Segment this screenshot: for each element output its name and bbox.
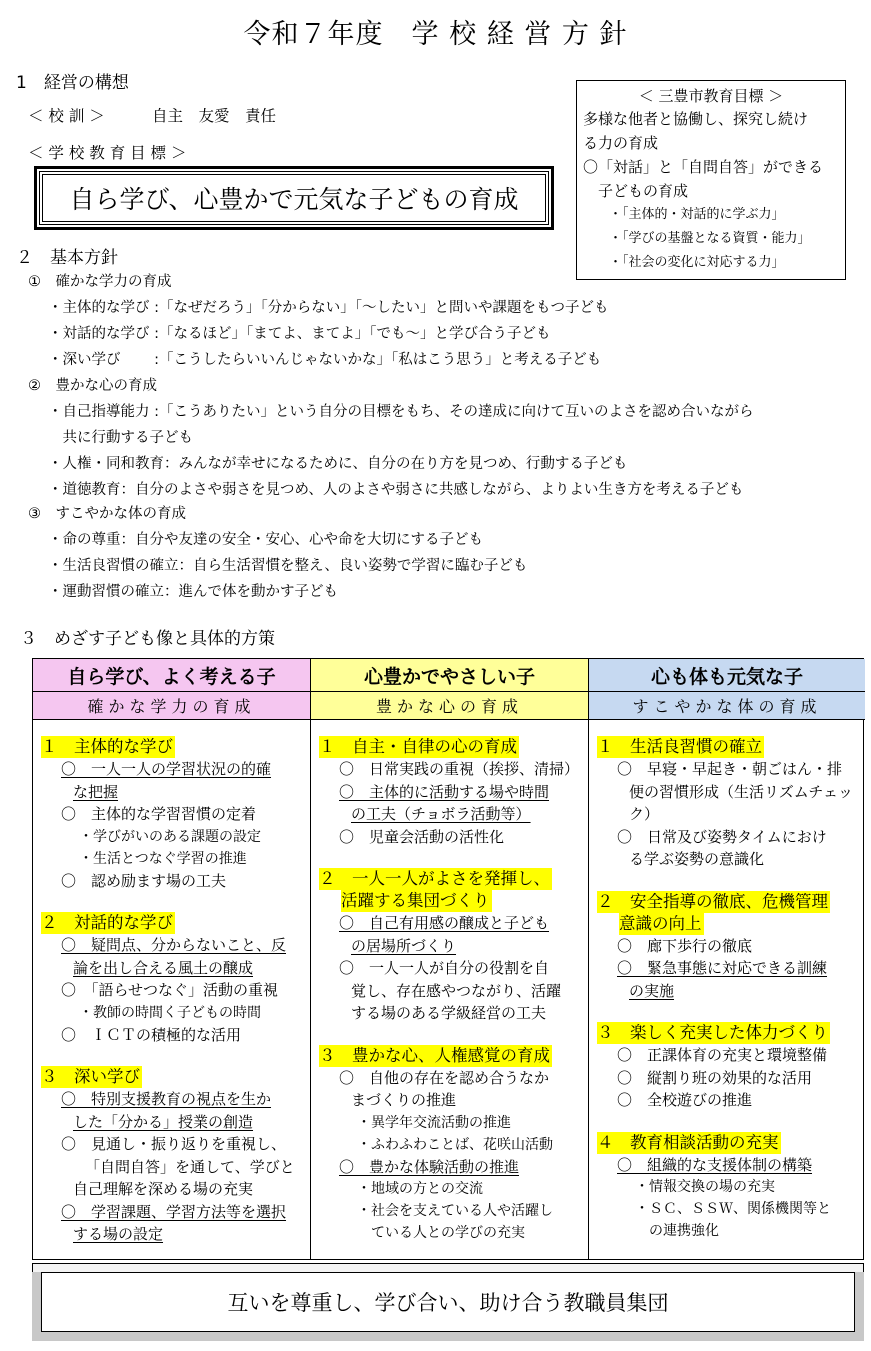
- policy-item: ・深い学び :「こうしたらいいんじゃないかな」「私はこう思う」と考える子ども: [48, 352, 602, 368]
- strategy-item: 〇 一人一人の学習状況の的確: [61, 760, 272, 778]
- policy-group-label: ① 確かな学力の育成: [28, 274, 172, 290]
- strategy-item: 〇 日常及び姿勢タイムにおけ: [617, 827, 827, 846]
- strategy-item: 〇 豊かな体験活動の推進: [339, 1157, 520, 1176]
- strategy-section: [597, 736, 859, 871]
- column-header: 自ら学び、よく考える子: [33, 659, 310, 692]
- strategy-section: [319, 868, 582, 1025]
- section3-heading: ３ めざす子ども像と具体的方策: [20, 629, 275, 649]
- column-body-health: [589, 659, 865, 1259]
- strategy-item: 〇 早寝・早起き・朝ごはん・排: [617, 760, 843, 778]
- motto-label: ＜ 校 訓 ＞: [28, 107, 105, 125]
- strategy-item: 〇 自他の存在を認め合うなか: [339, 1068, 550, 1087]
- policy-item: ・対話的な学び :「なるほど」「まてよ、まてよ」「でも～」と学び合う子ども: [48, 326, 551, 342]
- strategy-item: ・地域の方との交流: [357, 1181, 483, 1197]
- policy-item: ・道徳教育：自分のよさや弱さを見つめ、人のよさや弱さに共感しながら、よりよい生き方を考える子ども: [48, 482, 744, 498]
- strategy-item: する場のある学級経営の工夫: [351, 1004, 547, 1022]
- staff-motto-box: [32, 1263, 864, 1341]
- motto-values: 自主 友愛 責任: [152, 107, 277, 125]
- strategy-item: ・社会を支えている人や活躍し: [357, 1203, 553, 1219]
- column-subheader: すこやかな体の育成: [589, 692, 865, 720]
- goal-label: ＜ 学 校 教 育 目 標 ＞: [28, 144, 187, 162]
- strategy-item: ている人との学びの充実: [371, 1225, 525, 1241]
- city-goal-line: る力の育成: [583, 134, 659, 152]
- strategy-item: 便の習慣形成（生活リズムチェック）: [629, 782, 853, 823]
- strategy-item: な把握: [73, 782, 119, 801]
- strategy-item: した「分かる」授業の創造: [73, 1112, 254, 1131]
- strategy-item: ・教師の時間く子どもの時間: [79, 1004, 261, 1021]
- strategy-item: ・ＳＣ、ＳＳＷ、関係機関等と: [635, 1201, 831, 1217]
- strategy-item: 〇 主体的な学習習慣の定着: [61, 805, 257, 823]
- strategy-section: [597, 891, 859, 1003]
- strategy-section-title: ３ 楽しく充実した体力づくり: [597, 1023, 828, 1042]
- strategy-section: [597, 1132, 859, 1243]
- strategy-item: 〇 廊下歩行の徹底: [617, 936, 753, 955]
- strategy-item: 〇 ＩＣＴの積極的な活用: [61, 1025, 242, 1044]
- policy-item: 共に行動する子ども: [48, 430, 193, 446]
- strategy-section: [41, 736, 304, 892]
- strategy-item: の居場所づくり: [351, 936, 457, 955]
- strategy-item: 〇 正課体育の充実と環境整備: [617, 1046, 828, 1064]
- policy-group-label: ③ すこやかな体の育成: [28, 506, 186, 522]
- strategy-item: ・情報交換の場の充実: [635, 1179, 775, 1195]
- strategy-section-title: ２ 一人一人がよさを発揮し、活躍する集団づくり: [319, 869, 550, 910]
- policy-item: ・自己指導能力 :「こうありたい」という自分の目標をもち、その達成に向けて互いのよさを認め合いながら: [48, 404, 754, 420]
- column-header: 心も体も元気な子: [589, 659, 865, 692]
- strategy-section: [319, 1045, 582, 1245]
- strategy-item: 〇 児童会活動の活性化: [339, 827, 505, 846]
- staff-motto-text: 互いを尊重し、学び合い、助け合う教職員集団: [41, 1272, 855, 1332]
- city-goal-sub: ・「学びの基盤となる資質・能力」: [609, 231, 811, 246]
- column-academic: [33, 659, 311, 1259]
- strategy-section-title: ３ 深い学び: [41, 1067, 140, 1086]
- strategy-item: 〇 縦割り班の効果的な活用: [617, 1068, 813, 1087]
- goals-table: [32, 658, 864, 1260]
- strategy-item: 〇 緊急事態に対応できる訓練: [617, 959, 828, 977]
- strategy-item: 〇 学習課題、学習方法等を選択: [61, 1202, 287, 1221]
- section1-heading: 1 経営の構想: [16, 73, 129, 93]
- strategy-item: 〇 疑問点、分からないこと、反: [61, 936, 287, 954]
- page-title: 令和７年度 学 校 経 営 方 針: [243, 19, 628, 50]
- strategy-item: 〇 自己有用感の醸成と子ども: [339, 914, 550, 932]
- strategy-section-title: １ 生活良習慣の確立: [597, 737, 762, 756]
- strategy-section: [41, 912, 304, 1046]
- column-body: [311, 720, 588, 1244]
- strategy-item: ・学びがいのある課題の設定: [79, 828, 261, 845]
- city-goal-title: ＜ 三豊市教育目標 ＞: [638, 87, 784, 105]
- policy-item: ・命の尊重：自分や友達の安全・安心、心や命を大切にする子ども: [48, 532, 483, 548]
- strategy-section-title: ３ 豊かな心、人権感覚の育成: [319, 1045, 550, 1065]
- section2-heading: ２ 基本方針: [16, 248, 118, 268]
- strategy-item: 自己理解を深める場の充実: [73, 1180, 254, 1198]
- strategy-item: 〇 主体的に活動する場や時間: [339, 782, 550, 801]
- city-goal-line: 子どもの育成: [583, 182, 689, 200]
- strategy-item: ・ふわふわことば、花咲山活動: [357, 1136, 553, 1153]
- strategy-item: の連携強化: [649, 1223, 719, 1239]
- strategy-item: 〇 見通し・振り返りを重視し、: [61, 1135, 287, 1153]
- strategy-item: 〇 特別支援教育の視点を生か: [61, 1090, 272, 1108]
- school-goal-text: 自ら学び、心豊かで元気な子どもの育成: [42, 174, 546, 222]
- city-goal-line: 多様な他者と協働し、探究し続け: [583, 110, 809, 128]
- strategy-section: [41, 1066, 304, 1246]
- column-body: [33, 720, 310, 1246]
- column-subheader: 豊かな心の育成: [311, 692, 588, 720]
- policy-item: ・人権・同和教育：みんなが幸せになるために、自分の在り方を見つめ、行動する子ども: [48, 456, 628, 472]
- column-heart: [311, 659, 589, 1259]
- strategy-item: 〇 「語らせつなぐ」活動の重視: [61, 981, 279, 999]
- policy-item: ・生活良習慣の確立：自ら生活習慣を整え、良い姿勢で学習に臨む子ども: [48, 558, 528, 574]
- strategy-item: 「自問自答」を通して、学びと: [85, 1157, 295, 1176]
- policy-item: ・運動習慣の確立：進んで体を動かす子ども: [48, 584, 338, 600]
- strategy-item: の実施: [629, 981, 675, 1000]
- strategy-section-title: １ 主体的な学び: [41, 737, 173, 756]
- strategy-item: る学ぶ姿勢の意識化: [629, 850, 765, 868]
- policy-group-label: ② 豊かな心の育成: [28, 378, 157, 394]
- school-goal-box: [34, 166, 554, 230]
- strategy-item: 覚し、存在感やつながり、活躍: [351, 981, 562, 1000]
- strategy-item: 〇 認め励ます場の工夫: [61, 871, 227, 890]
- column-subheader: 確かな学力の育成: [33, 692, 310, 720]
- strategy-section-title: ４ 教育相談活動の充実: [597, 1132, 779, 1152]
- strategy-item: する場の設定: [73, 1225, 164, 1243]
- strategy-item: ・生活とつなぐ学習の推進: [79, 850, 247, 867]
- city-education-goal-box: [576, 80, 846, 280]
- strategy-item: 論を出し合える風土の醸成: [73, 958, 254, 977]
- strategy-item: 〇 組織的な支援体制の構築: [617, 1155, 813, 1174]
- strategy-item: ・異学年交流活動の推進: [357, 1114, 511, 1131]
- column-body: [589, 720, 865, 1242]
- city-goal-sub: ・「主体的・対話的に学ぶ力」: [609, 207, 785, 222]
- city-goal-line: 〇「対話」と「自問自答」ができる: [583, 158, 824, 176]
- policy-item: ・主体的な学び :「なぜだろう」「分からない」「～したい」と問いや課題をもつ子ども: [48, 300, 609, 316]
- strategy-item: まづくりの推進: [351, 1091, 457, 1109]
- strategy-section: [597, 1022, 859, 1112]
- strategy-item: の工夫（チョボラ活動等）: [351, 805, 531, 823]
- city-goal-sub: ・「社会の変化に対応する力」: [609, 255, 785, 270]
- strategy-section-title: ２ 安全指導の徹底、危機管理意識の向上: [597, 891, 828, 933]
- strategy-item: 〇 日常実践の重視（挨拶、清掃）: [339, 760, 580, 778]
- strategy-section-title: １ 自主・自律の心の育成: [319, 737, 517, 756]
- strategy-item: 〇 全校遊びの推進: [617, 1091, 753, 1109]
- column-header: 心豊かでやさしい子: [311, 659, 588, 692]
- strategy-section: [319, 736, 582, 848]
- strategy-section-title: ２ 対話的な学び: [41, 913, 173, 932]
- strategy-item: 〇 一人一人が自分の役割を自: [339, 959, 550, 977]
